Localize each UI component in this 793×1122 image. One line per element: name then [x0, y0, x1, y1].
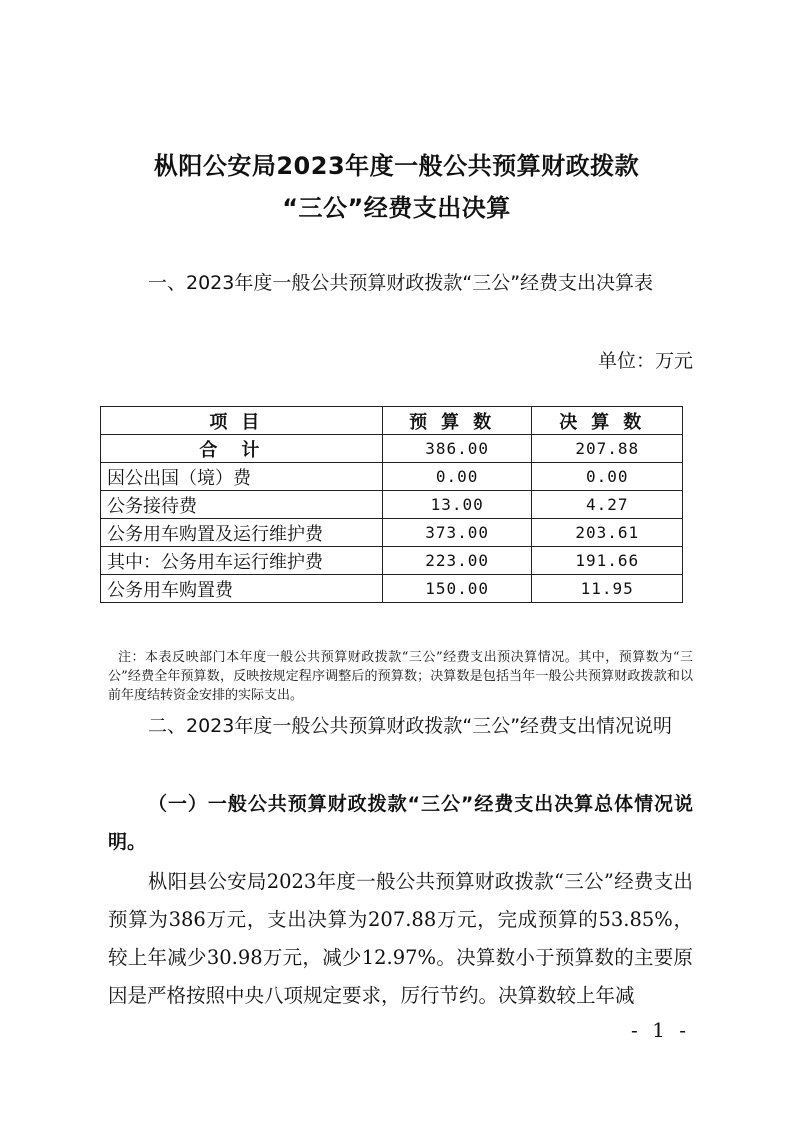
header-final: 决算数: [532, 407, 683, 435]
table-total-row: [101, 435, 683, 463]
row-final: 11.95: [532, 575, 683, 603]
table-row: [101, 575, 683, 603]
row-budget: 0.00: [382, 463, 532, 491]
row-budget: 13.00: [382, 491, 532, 519]
row-item: 公务用车购置费: [101, 575, 383, 603]
table-row: [101, 463, 683, 491]
row-final: 191.66: [532, 547, 683, 575]
document-title-line2: “三公”经费支出决算: [282, 194, 511, 222]
page-number: - 1 -: [631, 1018, 690, 1042]
table-row: [101, 519, 683, 547]
row-item: 其中：公务用车运行维护费: [101, 547, 383, 575]
unit-label: 单位：万元: [597, 350, 693, 372]
table-row: [101, 491, 683, 519]
section2-subheading: （一）一般公共预算财政拨款“三公”经费支出决算总体情况说明。: [108, 793, 693, 853]
total-final: 207.88: [532, 435, 683, 463]
table-note: 注：本表反映部门本年度一般公共预算财政拨款“三公”经费支出预决算情况。其中，预算数为“三公”经费全年预算数，反映按规定程序调整后的预算数；决算数是包括当年一般公共预算财政拨款和以前年度结转资金安排的实际支出。: [108, 650, 693, 703]
table-row: [101, 547, 683, 575]
row-item: 因公出国（境）费: [101, 463, 383, 491]
header-item: 项目: [101, 407, 383, 435]
row-final: 203.61: [532, 519, 683, 547]
row-final: 0.00: [532, 463, 683, 491]
row-final: 4.27: [532, 491, 683, 519]
total-budget: 386.00: [382, 435, 532, 463]
section1-heading: 一、2023年度一般公共预算财政拨款“三公”经费支出决算表: [148, 272, 654, 294]
total-label: 合计: [101, 435, 383, 463]
header-budget: 预算数: [382, 407, 532, 435]
table-header-row: [101, 407, 683, 435]
row-budget: 223.00: [382, 547, 532, 575]
expense-table: [100, 406, 683, 603]
section2-body-paragraph: 枞阳县公安局2023年度一般公共预算财政拨款“三公”经费支出预算为386万元，支出决算为207.88万元，完成预算的53.85%，较上年减少30.98万元，减少12.97%。决算数小于预算数的主要原因是严格按照中央八项规定要求，厉行节约。决算数较上年减: [108, 870, 693, 1007]
row-item: 公务用车购置及运行维护费: [101, 519, 383, 547]
document-title-line1: 枞阳公安局2023年度一般公共预算财政拨款: [153, 152, 640, 180]
row-budget: 373.00: [382, 519, 532, 547]
row-budget: 150.00: [382, 575, 532, 603]
section2-heading: 二、2023年度一般公共预算财政拨款“三公”经费支出情况说明: [148, 715, 673, 737]
row-item: 公务接待费: [101, 491, 383, 519]
